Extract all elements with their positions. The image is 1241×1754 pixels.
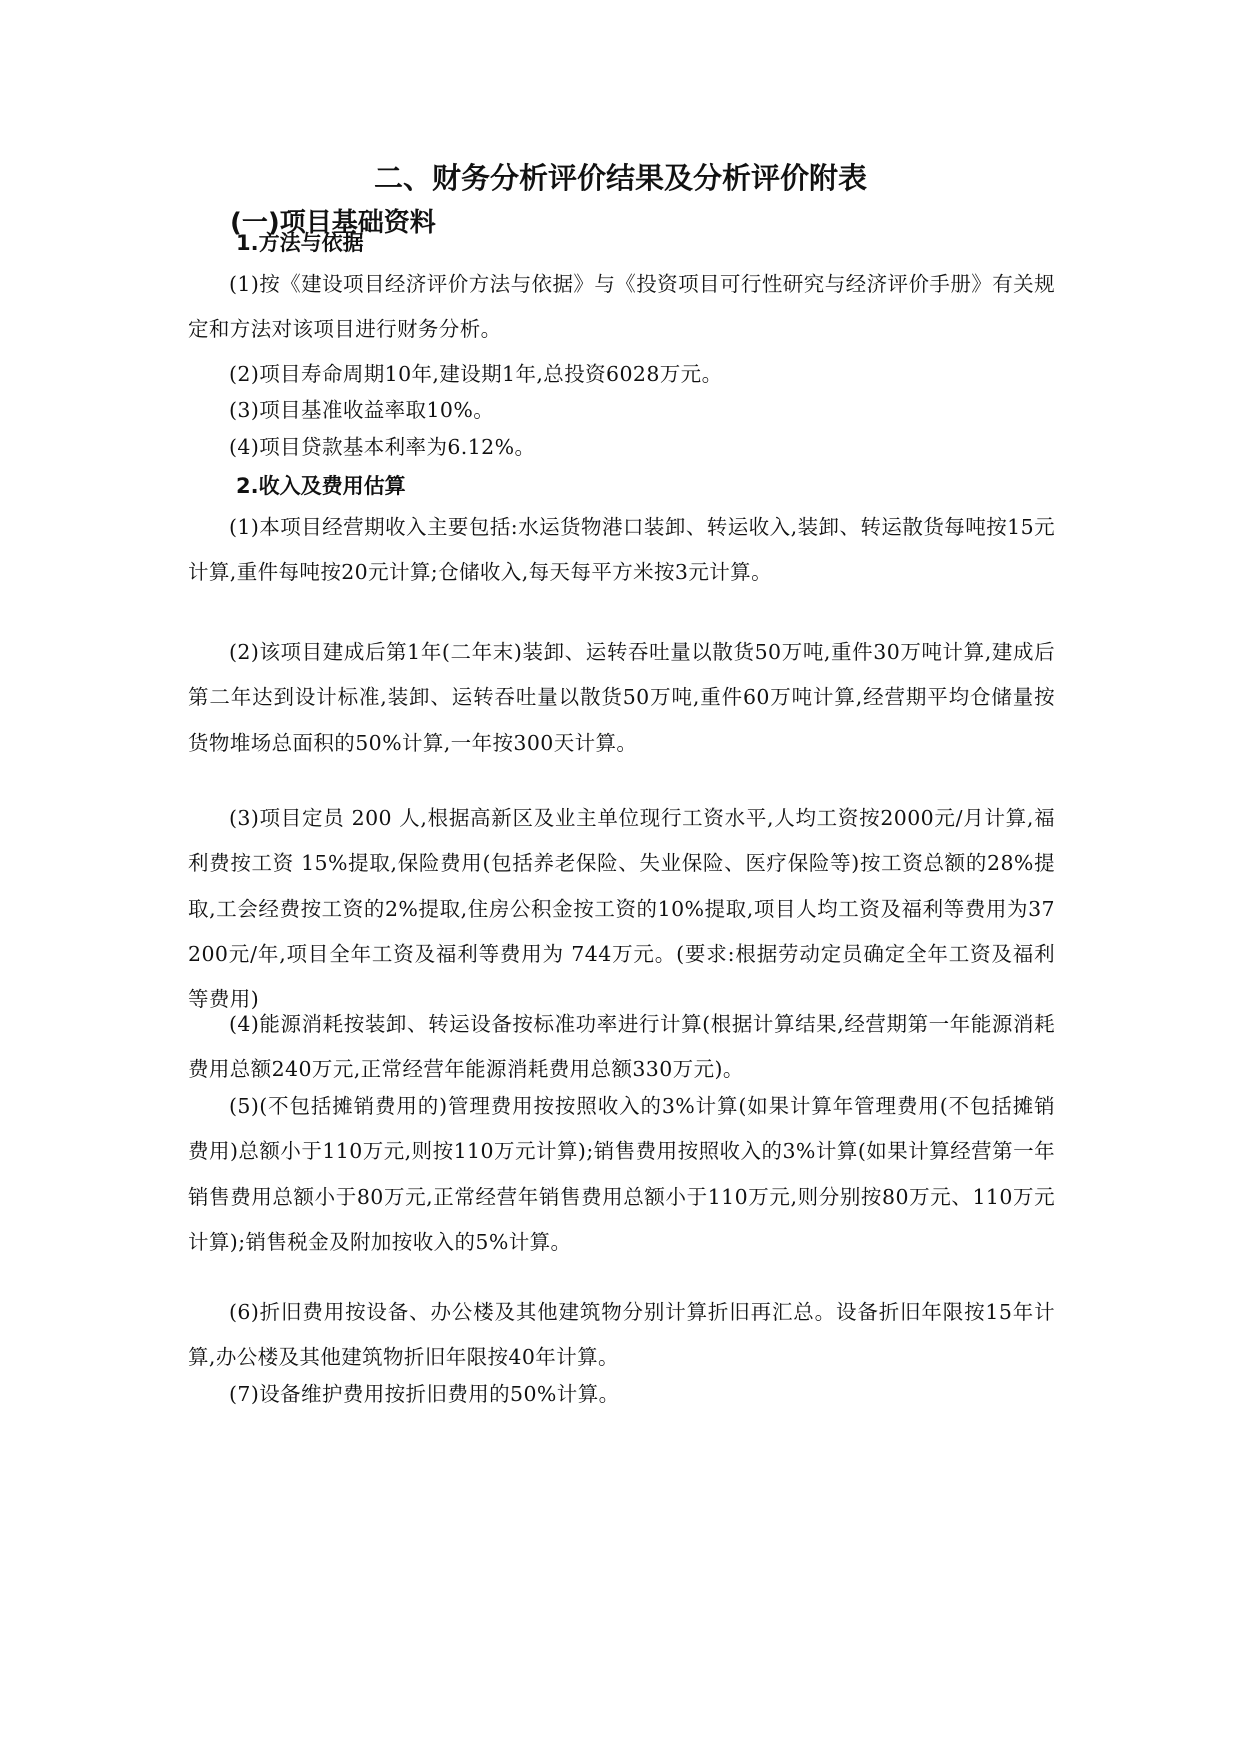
paragraph-income-5: (5)(不包括摊销费用的)管理费用按按照收入的3%计算(如果计算年管理费用(不包括摊销费用)总额小于110万元,则按110万元计算);销售费用按照收入的3%计算(如果计算经营第一年销售费用总额小于80万元,正常经营年销售费用总额小于110万元,则分别按80万元、110万元计算);销售税金及附加按收入的5%计算。 <box>188 1094 1055 1254</box>
paragraph-income-2: (2)该项目建成后第1年(二年末)装卸、运转吞吐量以散货50万吨,重件30万吨计算,建成后第二年达到设计标准,装卸、运转吞吐量以散货50万吨,重件60万吨计算,经营期平均仓储量按货物堆场总面积的50%计算,一年按300天计算。 <box>188 640 1055 755</box>
paragraph-income-7: (7)设备维护费用按折旧费用的50%计算。 <box>229 1382 620 1406</box>
paragraph-income-3: (3)项目定员 200 人,根据高新区及业主单位现行工资水平,人均工资按2000元/月计算,福利费按工资 15%提取,保险费用(包括养老保险、失业保险、医疗保险等)按工资总额的28%提取,工会经费按工资的2%提取,住房公积金按工资的10%提取,项目人均工资及福利等费用为37200元/年,项目全年工资及福利等费用为 744万元。(要求:根据劳动定员确定全年工资及福利等费用) <box>188 806 1055 1012</box>
subsection-heading-method: 1.方法与依据 <box>236 231 364 255</box>
paragraph-method-1: (1)按《建设项目经济评价方法与依据》与《投资项目可行性研究与经济评价手册》有关规定和方法对该项目进行财务分析。 <box>188 272 1055 342</box>
paragraph-income-6: (6)折旧费用按设备、办公楼及其他建筑物分别计算折旧再汇总。设备折旧年限按15年计算,办公楼及其他建筑物折旧年限按40年计算。 <box>188 1300 1055 1370</box>
subsection-heading-income: 2.收入及费用估算 <box>236 474 406 498</box>
paragraph-method-3: (3)项目基准收益率取10%。 <box>229 398 495 422</box>
paragraph-method-2: (2)项目寿命周期10年,建设期1年,总投资6028万元。 <box>229 362 723 386</box>
paragraph-income-4: (4)能源消耗按装卸、转运设备按标准功率进行计算(根据计算结果,经营期第一年能源消耗费用总额240万元,正常经营年能源消耗费用总额330万元)。 <box>188 1012 1055 1082</box>
page-title: 二、财务分析评价结果及分析评价附表 <box>373 161 867 195</box>
paragraph-method-4: (4)项目贷款基本利率为6.12%。 <box>229 435 536 459</box>
section-heading: (一)项目基础资料 <box>230 208 436 238</box>
paragraph-income-1: (1)本项目经营期收入主要包括:水运货物港口装卸、转运收入,装卸、转运散货每吨按15元计算,重件每吨按20元计算;仓储收入,每天每平方米按3元计算。 <box>188 515 1055 585</box>
